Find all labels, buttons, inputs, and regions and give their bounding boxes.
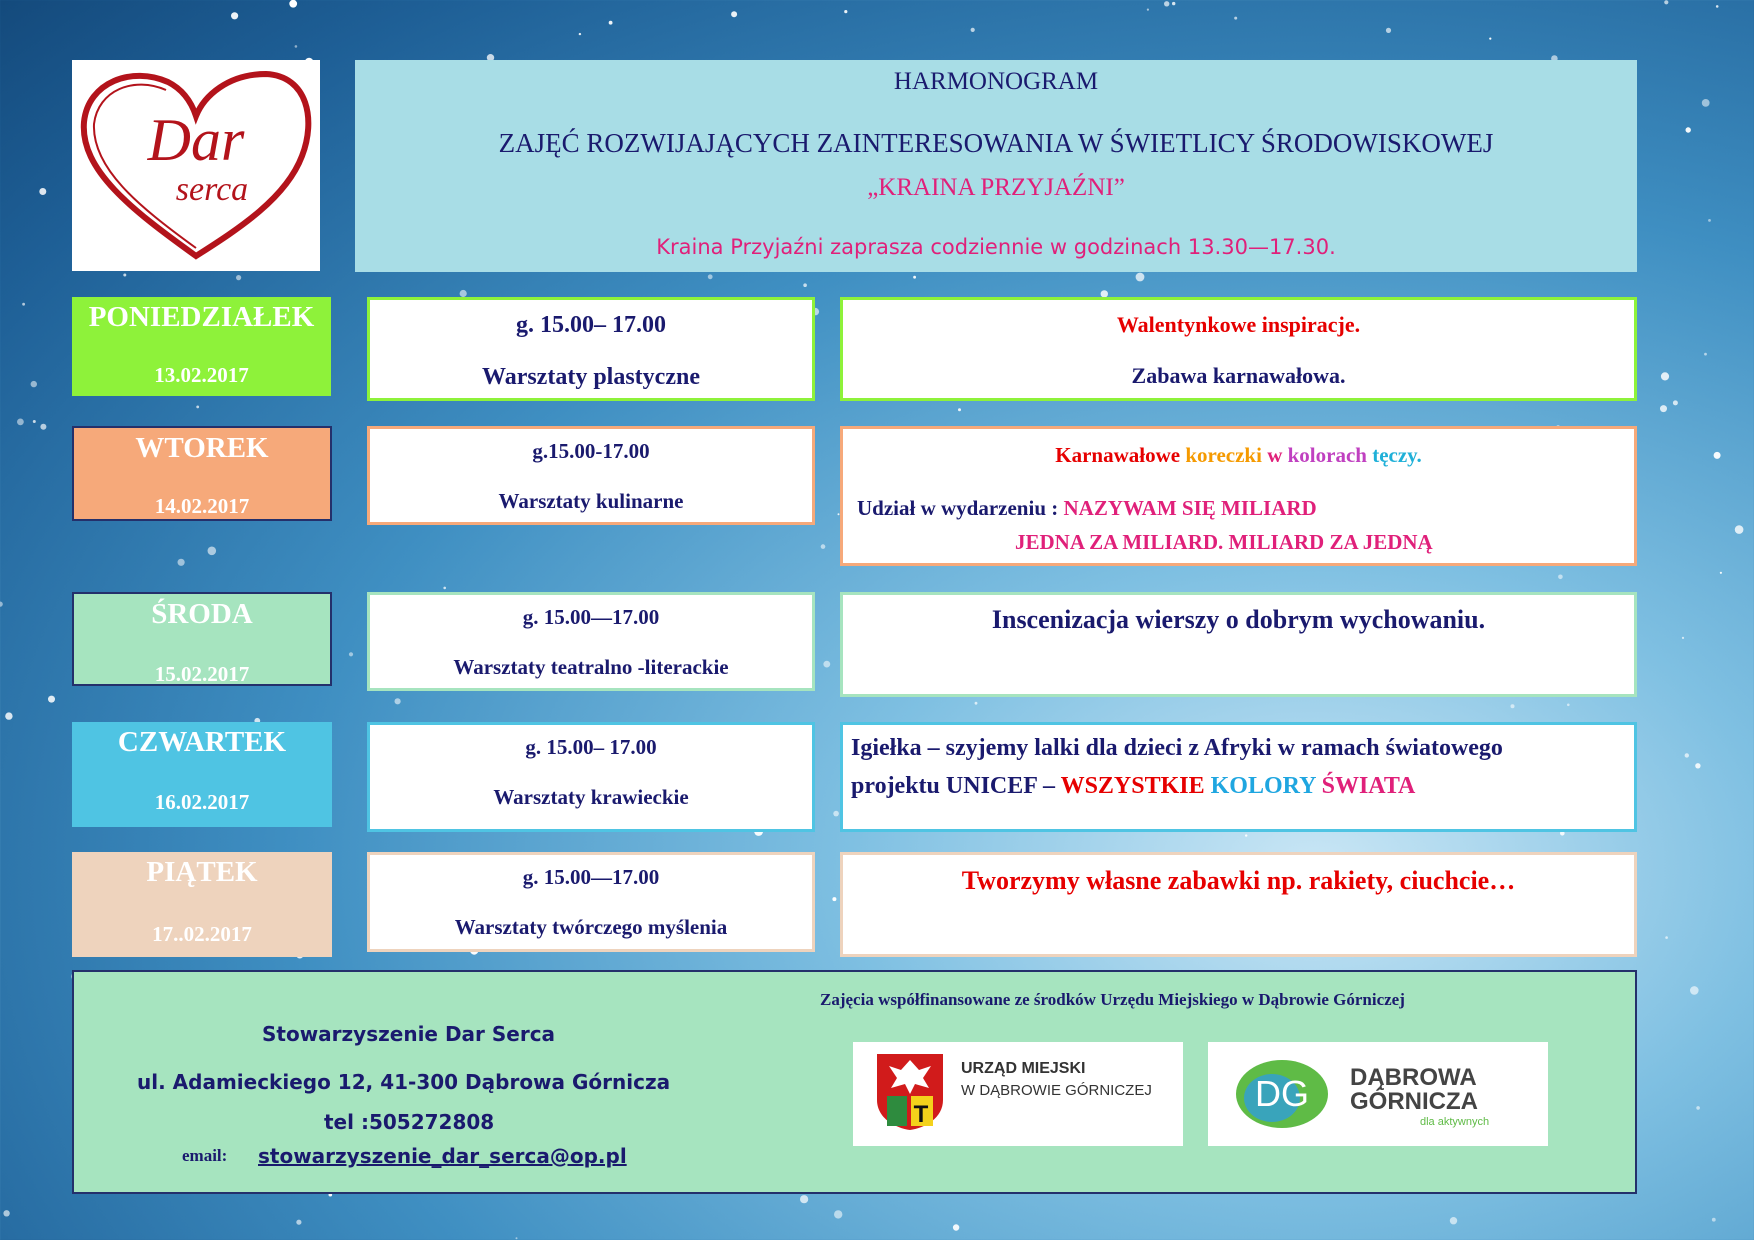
workshop-name: Warsztaty plastyczne	[482, 364, 700, 390]
snowflake	[123, 274, 126, 277]
snowflake	[913, 276, 916, 279]
svg-text:Dar: Dar	[147, 107, 245, 173]
time-range: g. 15.00—17.00	[522, 865, 660, 889]
snowflake	[1686, 127, 1691, 132]
text: ŚWIATA	[1321, 773, 1416, 799]
snowflake	[800, 1195, 808, 1203]
snowflake	[296, 1220, 301, 1225]
snowflake	[975, 702, 978, 705]
snowflake	[1714, 452, 1721, 459]
snowflake	[5, 712, 12, 719]
snowflake	[289, 0, 297, 8]
desc-box-tuesday	[840, 426, 1637, 566]
time-range: g. 15.00—17.00	[522, 605, 660, 629]
snowflake	[0, 602, 3, 607]
svg-text:DG: DG	[1255, 1073, 1309, 1114]
snowflake	[731, 11, 737, 17]
day-name: ŚRODA	[151, 598, 253, 630]
snowflake	[1234, 17, 1237, 20]
word: tęczy.	[1372, 443, 1422, 467]
snowflake	[823, 661, 830, 668]
day-thursday	[72, 722, 332, 827]
logo2-line2: GÓRNICZA	[1350, 1088, 1478, 1115]
snowflake	[40, 424, 46, 430]
snowflake	[295, 45, 298, 48]
workshop-name: Warsztaty krawieckie	[493, 785, 689, 809]
event-label: Udział w wydarzeniu :	[857, 496, 1064, 520]
activity-line: Igiełka – szyjemy lalki dla dzieci z Afryki w ramach światowego	[851, 735, 1503, 761]
snowflake	[1704, 353, 1707, 356]
text: KOLORY	[1210, 773, 1316, 799]
snowflake	[196, 406, 199, 409]
word: koreczki	[1185, 443, 1262, 467]
logo1-line2: W DĄBROWIE GÓRNICZEJ	[961, 1082, 1152, 1099]
day-name: PIĄTEK	[146, 856, 258, 888]
snowflake	[953, 1224, 959, 1230]
snowflake	[349, 652, 353, 656]
event-name: NAZYWAM SIĘ MILIARD	[1063, 496, 1317, 520]
text: WSZYSTKIE	[1060, 773, 1205, 799]
snowflake	[833, 811, 839, 817]
activity-line: Zabawa karnawałowa.	[1131, 363, 1346, 388]
snowflake	[1489, 38, 1491, 40]
center-name: „KRAINA PRZYJAŹNI”	[867, 174, 1125, 201]
heart-logo-icon	[72, 60, 320, 271]
time-range: g.15.00-17.00	[532, 439, 650, 463]
snowflake	[22, 303, 25, 306]
snowflake	[1567, 704, 1570, 707]
day-friday	[72, 852, 332, 957]
snowflake	[39, 188, 46, 195]
time-box-thursday	[367, 722, 815, 832]
logo2-tag: dla aktywnych	[1420, 1116, 1490, 1128]
dar-serca-logo	[72, 60, 320, 271]
snowflake	[1558, 575, 1563, 580]
day-name: WTOREK	[135, 432, 269, 464]
snowflake	[1695, 763, 1700, 768]
snowflake	[1665, 936, 1668, 939]
page-title: HARMONOGRAM	[893, 68, 1099, 95]
word: kolorach	[1287, 443, 1367, 467]
day-wednesday	[72, 592, 332, 686]
snowflake	[821, 544, 826, 549]
snowflake	[231, 12, 238, 19]
snowflake	[33, 420, 36, 423]
time-box-tuesday	[367, 426, 815, 525]
snowflake	[1136, 273, 1145, 282]
text: projektu UNICEF –	[851, 773, 1061, 799]
snowflake	[1147, 9, 1149, 11]
org-phone: tel :505272808	[324, 1110, 495, 1134]
workshop-name: Warsztaty teatralno -literackie	[453, 655, 729, 679]
time-box-friday	[367, 852, 815, 952]
snowflake	[971, 28, 975, 32]
snowflake	[17, 419, 24, 426]
snowflake	[1690, 986, 1699, 995]
snowflake	[1386, 28, 1391, 33]
day-monday	[72, 297, 331, 396]
snowflake	[609, 21, 613, 25]
snowflake	[31, 381, 37, 387]
snowflake	[1511, 704, 1515, 708]
footer-panel	[72, 970, 1637, 1194]
snowflake	[1712, 1218, 1716, 1222]
day-name: CZWARTEK	[117, 726, 287, 758]
snowflake	[708, 274, 713, 279]
snowflake	[1661, 372, 1669, 380]
snowflake	[1172, 2, 1175, 5]
org-name: Stowarzyszenie Dar Serca	[262, 1022, 556, 1046]
desc-box-wednesday	[840, 592, 1637, 697]
dg-mark-icon	[1232, 1054, 1332, 1134]
logo1-line1: URZĄD MIEJSKI	[961, 1060, 1086, 1077]
desc-box-friday	[840, 852, 1637, 957]
desc-box-monday	[840, 297, 1637, 401]
snowflake	[516, 1237, 518, 1239]
day-tuesday	[72, 426, 332, 521]
page-subtitle: ZAJĘĆ ROZWIJAJĄCYCH ZAINTERESOWANIA W ŚWIETLICY ŚRODOWISKOWEJ	[498, 128, 1494, 158]
svg-text:T: T	[913, 1101, 929, 1128]
rainbow-line	[843, 443, 1634, 468]
snowflake	[1685, 753, 1689, 757]
snowflake	[803, 283, 807, 287]
opening-hours: Kraina Przyjaźni zaprasza codziennie w godzinach 13.30—17.30.	[656, 235, 1336, 259]
snowflake	[48, 696, 55, 703]
snowflake	[178, 559, 185, 566]
snowflake	[1702, 99, 1710, 107]
snowflake	[443, 587, 446, 590]
workshop-name: Warsztaty twórczego myślenia	[454, 915, 728, 939]
day-name: PONIEDZIAŁEK	[88, 301, 315, 333]
event-line	[857, 496, 1648, 521]
snowflake	[1664, 0, 1668, 4]
cofinance-note: Zajęcia współfinansowane ze środków Urzędu Miejskiego w Dąbrowie Górniczej	[820, 990, 1405, 1009]
snowflake	[395, 698, 401, 704]
snowflake	[1660, 405, 1667, 412]
activity-line	[851, 773, 1642, 800]
snowflake	[3, 1210, 9, 1216]
day-date: 16.02.2017	[154, 790, 250, 814]
snowflake	[236, 275, 241, 280]
coat-of-arms-icon	[875, 1052, 945, 1132]
snowflake	[1696, 1106, 1700, 1110]
activity-line: Tworzymy własne zabawki np. rakiety, ciuchcie…	[961, 866, 1516, 895]
event-slogan: JEDNA ZA MILIARD. MILIARD ZA JEDNĄ	[1015, 530, 1433, 554]
email-label: email:	[182, 1146, 228, 1165]
day-date: 17..02.2017	[152, 922, 252, 946]
snowflake	[579, 33, 581, 35]
snowflake	[1716, 5, 1719, 8]
snowflake	[834, 1210, 842, 1218]
activity-line: Inscenizacja wierszy o dobrym wychowaniu.	[991, 605, 1486, 634]
snowflake	[1245, 834, 1247, 836]
time-box-wednesday	[367, 592, 815, 691]
time-range: g. 15.00– 17.00	[516, 312, 666, 338]
snowflake	[1682, 637, 1684, 639]
logo2-line1: DĄBROWA	[1350, 1064, 1477, 1091]
snowflake	[1708, 219, 1711, 222]
time-box-monday	[367, 297, 815, 401]
snowflake	[1673, 400, 1678, 405]
header-panel	[355, 60, 1637, 272]
snowflake	[832, 897, 836, 901]
word: Karnawałowe	[1055, 443, 1181, 467]
email-link[interactable]: stowarzyszenie_dar_serca@op.pl	[258, 1144, 627, 1168]
snowflake	[1164, 1, 1169, 6]
snowflake	[1720, 572, 1722, 574]
time-range: g. 15.00– 17.00	[525, 735, 657, 759]
snowflake	[844, 10, 847, 13]
desc-box-thursday	[840, 722, 1637, 832]
day-date: 13.02.2017	[154, 363, 249, 387]
activity-line: Walentynkowe inspiracje.	[1116, 312, 1361, 337]
word: w	[1267, 443, 1283, 467]
org-address: ul. Adamieckiego 12, 41-300 Dąbrowa Górnicza	[137, 1070, 671, 1094]
snowflake	[958, 408, 961, 411]
snowflake	[208, 547, 217, 556]
urzad-miejski-logo	[853, 1042, 1183, 1146]
dabrowa-gornicza-logo	[1208, 1042, 1548, 1146]
svg-text:serca: serca	[175, 171, 249, 208]
workshop-name: Warsztaty kulinarne	[498, 489, 684, 513]
day-date: 14.02.2017	[154, 494, 250, 518]
day-date: 15.02.2017	[154, 662, 250, 686]
snowflake	[1450, 1217, 1457, 1224]
